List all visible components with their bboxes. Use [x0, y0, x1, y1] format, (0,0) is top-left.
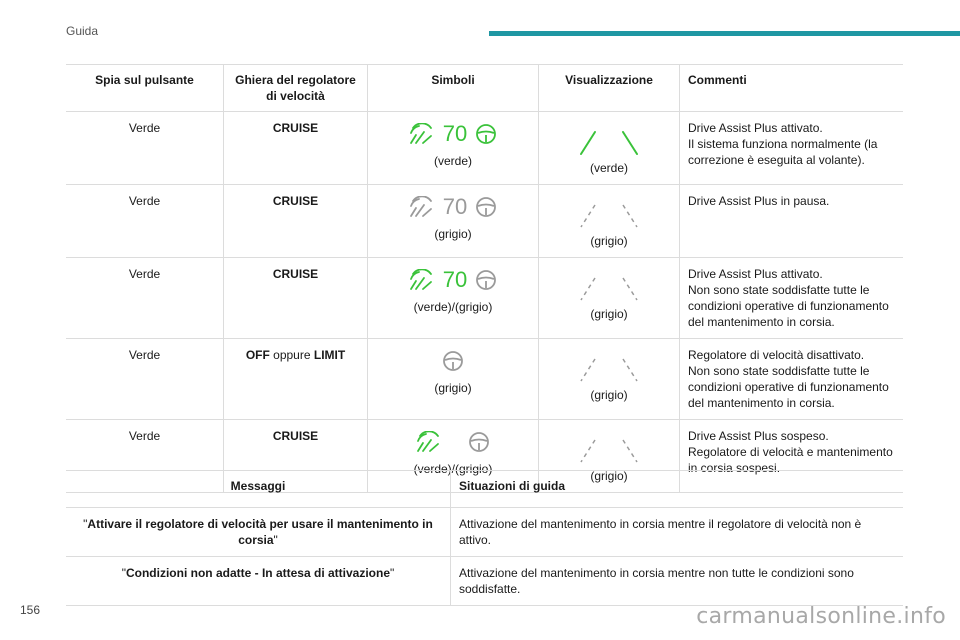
table-row	[66, 508, 903, 557]
steering-wheel-icon	[442, 350, 464, 372]
comment-cell: Drive Assist Plus attivato. Il sistema funziona normalmente (la correzione è eseguita al volante).	[680, 112, 904, 185]
dial-position: CRUISE	[224, 420, 368, 493]
lane-lines-icon	[569, 274, 649, 304]
column-header: Messaggi	[66, 471, 451, 508]
situation-cell: Attivazione del mantenimento in corsia mentre il regolatore di velocità non è attivo.	[451, 508, 904, 557]
lane-lines-icon	[569, 355, 649, 385]
display-cell	[539, 112, 680, 185]
symbols-caption: (verde)/(grigio)	[413, 462, 493, 476]
lane-keeping-icon	[409, 269, 435, 291]
lane-keeping-icon	[409, 196, 435, 218]
comment-cell: Drive Assist Plus in pausa.	[680, 185, 904, 258]
steering-wheel-icon	[475, 196, 497, 218]
lane-keeping-icon	[409, 123, 435, 145]
steering-wheel-icon	[468, 431, 490, 453]
message-cell: "Condizioni non adatte - In attesa di attivazione"	[66, 557, 451, 606]
dial-position: CRUISE	[224, 258, 368, 339]
dial-position: OFF oppure LIMIT	[224, 339, 368, 420]
indicator-color: Verde	[66, 112, 224, 185]
dial-position: CRUISE	[224, 185, 368, 258]
table-row	[66, 185, 903, 258]
display-caption: (grigio)	[590, 469, 628, 483]
speed-value: 70	[442, 194, 468, 219]
symbols-caption: (verde)	[433, 154, 472, 168]
column-header: Simboli	[368, 65, 539, 112]
indicator-color: Verde	[66, 339, 224, 420]
lane-keeping-icon	[416, 431, 442, 453]
message-cell: "Attivare il regolatore di velocità per usare il mantenimento in corsia"	[66, 508, 451, 557]
table-row	[66, 258, 903, 339]
display-caption: (grigio)	[590, 307, 628, 321]
table-row	[66, 112, 903, 185]
speed-value: 70	[442, 121, 468, 146]
symbols-cell	[368, 258, 539, 339]
display-cell	[539, 185, 680, 258]
table-header-row	[66, 65, 903, 112]
column-header: Visualizzazione	[539, 65, 680, 112]
header-accent-bar	[489, 31, 960, 36]
indicator-color: Verde	[66, 258, 224, 339]
symbols-cell	[368, 339, 539, 420]
dial-position: CRUISE	[224, 112, 368, 185]
table-row	[66, 557, 903, 606]
symbols-cell	[368, 185, 539, 258]
watermark-text: carmanualsonline.info	[696, 604, 946, 629]
table-row	[66, 339, 903, 420]
symbols-caption: (grigio)	[434, 381, 472, 395]
column-header: Spia sul pulsante	[66, 65, 224, 112]
symbols-caption: (verde)/(grigio)	[413, 300, 493, 314]
steering-wheel-icon	[475, 123, 497, 145]
column-header: Situazioni di guida	[451, 471, 904, 508]
comment-cell: Drive Assist Plus sospeso. Regolatore di velocità e mantenimento in corsia sospesi.	[680, 420, 904, 493]
steering-wheel-icon	[475, 269, 497, 291]
display-cell	[539, 258, 680, 339]
messages-table	[66, 470, 903, 606]
lane-lines-icon	[569, 436, 649, 466]
symbols-caption: (grigio)	[434, 227, 472, 241]
section-title: Guida	[66, 24, 99, 38]
lane-lines-icon	[569, 128, 649, 158]
comment-cell: Drive Assist Plus attivato. Non sono state soddisfatte tutte le condizioni operative di funzionamento del mantenimento in corsia.	[680, 258, 904, 339]
speed-value: 70	[442, 267, 468, 292]
indicator-table	[66, 64, 903, 493]
comment-cell: Regolatore di velocità disattivato. Non sono state soddisfatte tutte le condizioni operative di funzionamento del mantenimento in corsia.	[680, 339, 904, 420]
display-caption: (verde)	[589, 161, 628, 175]
page-number: 156	[20, 603, 41, 617]
indicator-color: Verde	[66, 185, 224, 258]
indicator-color: Verde	[66, 420, 224, 493]
lane-lines-icon	[569, 201, 649, 231]
column-header: Commenti	[680, 65, 904, 112]
display-caption: (grigio)	[590, 234, 628, 248]
symbols-cell	[368, 112, 539, 185]
display-cell	[539, 339, 680, 420]
situation-cell: Attivazione del mantenimento in corsia mentre non tutte le condizioni sono soddisfatte.	[451, 557, 904, 606]
display-caption: (grigio)	[590, 388, 628, 402]
table-header-row	[66, 471, 903, 508]
column-header: Ghiera del regolatore di velocità	[224, 65, 368, 112]
